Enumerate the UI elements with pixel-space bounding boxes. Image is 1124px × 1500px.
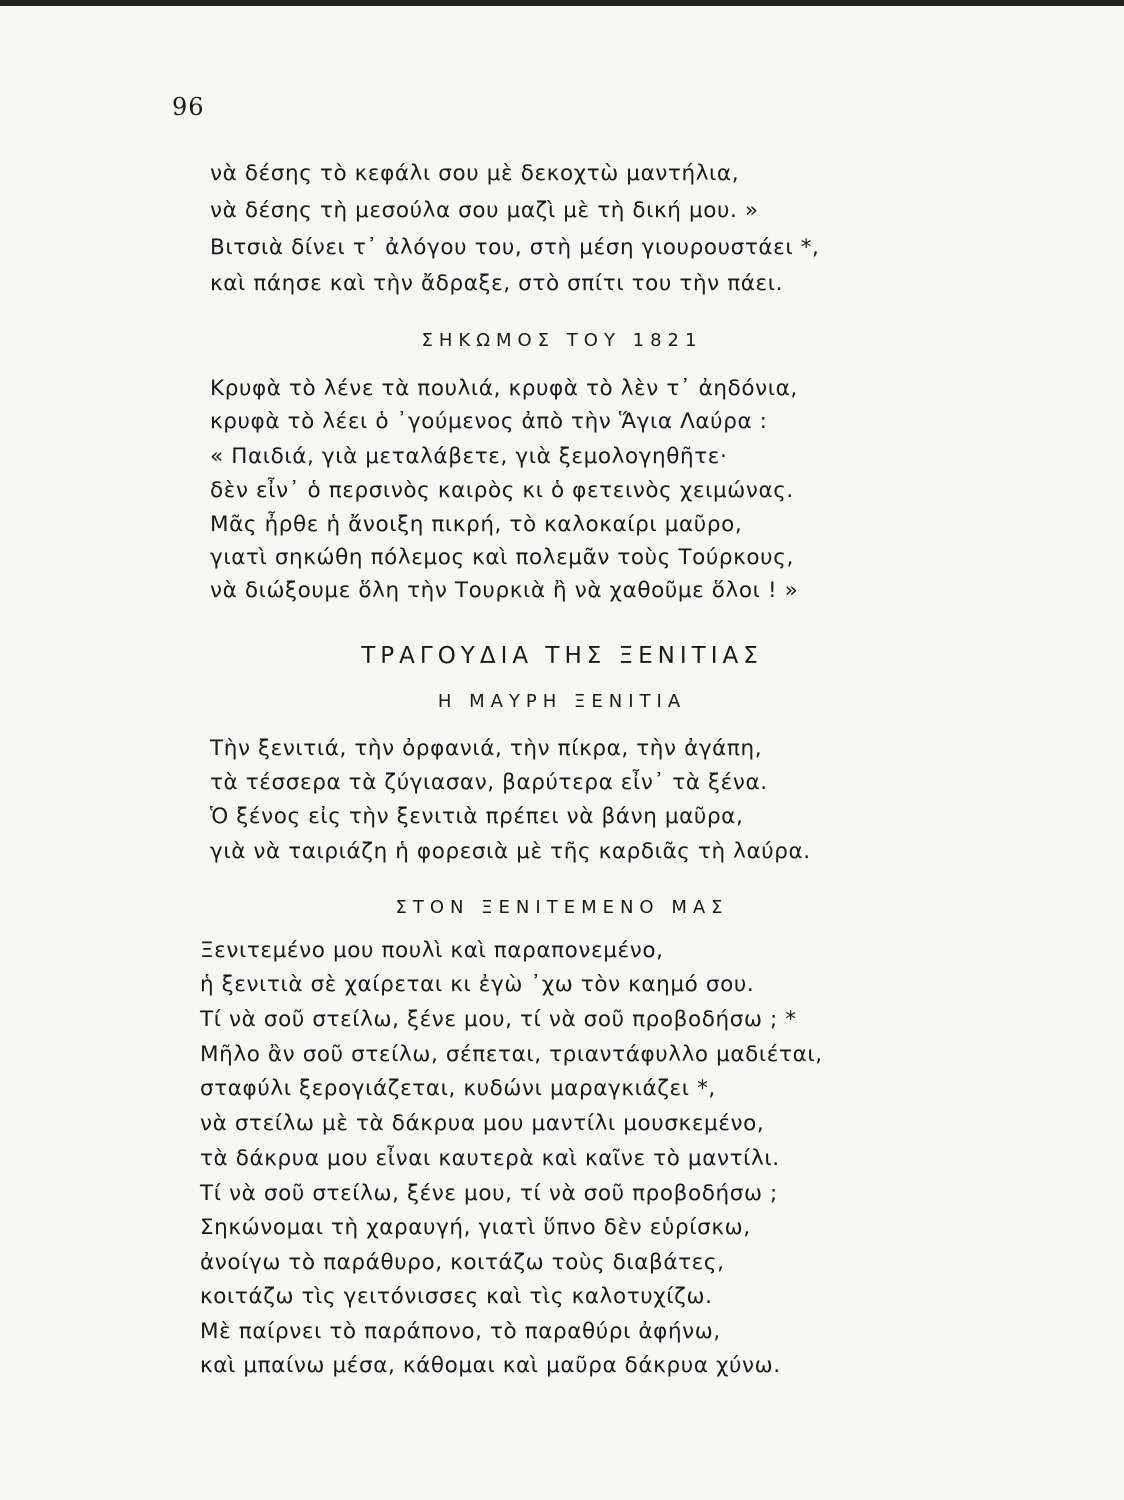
poem4-line: κοιτάζω τὶς γειτόνισσες καὶ τὶς καλοτυχίζω.: [200, 1284, 713, 1309]
poem3-line: Ὁ ξένος εἰς τὴν ξενιτιὰ πρέπει νὰ βάνη μαῦρα,: [210, 804, 744, 829]
poem4-line: σταφύλι ξερογιάζεται, κυδώνι μαραγκιάζει *,: [200, 1076, 716, 1101]
page-number: 96: [172, 93, 205, 121]
poem4-line: τὰ δάκρυα μου εἶναι καυτερὰ καὶ καῖνε τὸ μαντίλι.: [200, 1146, 780, 1171]
section-title: ΤΡΑΓΟΥΔΙΑ ΤΗΣ ΞΕΝΙΤΙΑΣ: [361, 643, 763, 669]
poem4-line: ἡ ξενιτιὰ σὲ χαίρεται κι ἐγὼ ᾽χω τὸν καημό σου.: [200, 972, 755, 997]
poem3-title: Η ΜΑΥΡΗ ΞΕΝΙΤΙΑ: [437, 691, 687, 712]
poem4-line: Μῆλο ἂν σοῦ στείλω, σέπεται, τριαντάφυλλο μαδιέται,: [200, 1042, 823, 1067]
poem2-line: Κρυφὰ τὸ λένε τὰ πουλιά, κρυφὰ τὸ λὲν τ᾽ ἀηδόνια,: [210, 376, 798, 401]
poem4-line: Ξενιτεμένο μου πουλὶ καὶ παραπονεμένο,: [200, 938, 664, 963]
poem2-title: ΣΗΚΩΜΟΣ ΤΟΥ 1821: [421, 330, 703, 351]
poem1-line: καὶ πάησε καὶ τὴν ἄδραξε, στὸ σπίτι του τὴν πάει.: [210, 271, 784, 296]
poem3-line: τὰ τέσσερα τὰ ζύγιασαν, βαρύτερα εἶν᾽ τὰ ξένα.: [210, 770, 768, 795]
poem4-line: Σηκώνομαι τὴ χαραυγή, γιατὶ ὕπνο δὲν εὑρίσκω,: [200, 1215, 751, 1240]
poem4-line: νὰ στείλω μὲ τὰ δάκρυα μου μαντίλι μουσκεμένο,: [200, 1111, 765, 1136]
poem1-line: νὰ δέσης τὴ μεσούλα σου μαζὶ μὲ τὴ δική μου. »: [210, 198, 759, 223]
poem2-line: γιατὶ σηκώθη πόλεμος καὶ πολεμᾶν τοὺς Τούρκους,: [210, 545, 794, 570]
poem4-title: ΣΤΟΝ ΞΕΝΙΤΕΜΕΝΟ ΜΑΣ: [395, 897, 729, 918]
poem4-line: Τί νὰ σοῦ στείλω, ξένε μου, τί νὰ σοῦ προβοδήσω ; *: [200, 1007, 797, 1032]
poem2-line: δὲν εἶν᾽ ὁ περσινὸς καιρὸς κι ὁ φετεινὸς χειμώνας.: [210, 478, 794, 503]
poem2-line: « Παιδιά, γιὰ μεταλάβετε, γιὰ ξεμολογηθῆτε·: [210, 444, 728, 469]
poem4-line: ἀνοίγω τὸ παράθυρο, κοιτάζω τοὺς διαβάτες,: [200, 1250, 725, 1275]
poem4-line: Μὲ παίρνει τὸ παράπονο, τὸ παραθύρι ἀφήνω,: [200, 1319, 721, 1344]
poem4-line: Τί νὰ σοῦ στείλω, ξένε μου, τί νὰ σοῦ προβοδήσω ;: [200, 1181, 778, 1206]
poem2-line: Μᾶς ἦρθε ἡ ἄνοιξη πικρή, τὸ καλοκαίρι μαῦρο,: [210, 512, 743, 537]
poem1-line: νὰ δέσης τὸ κεφάλι σου μὲ δεκοχτὼ μαντήλια,: [210, 161, 740, 186]
poem4-line: καὶ μπαίνω μέσα, κάθομαι καὶ μαῦρα δάκρυα χύνω.: [200, 1353, 781, 1378]
poem3-line: Τὴν ξενιτιά, τὴν ὀρφανιά, τὴν πίκρα, τὴν ἀγάπη,: [210, 736, 763, 761]
poem2-line: κρυφὰ τὸ λέει ὁ ᾽γούμενος ἀπὸ τὴν Ἅγια Λαύρα :: [210, 409, 768, 434]
poem1-line: Βιτσιὰ δίνει τ᾽ ἀλόγου του, στὴ μέση γιουρουστάει *,: [210, 235, 820, 260]
poem3-line: γιὰ νὰ ταιριάζη ἡ φορεσιὰ μὲ τῆς καρδιᾶς τὴ λαύρα.: [210, 839, 811, 864]
page-top-edge: [0, 0, 1124, 6]
poem2-line: νὰ διώξουμε ὅλη τὴν Τουρκιὰ ἢ νὰ χαθοῦμε ὅλοι ! »: [210, 578, 799, 603]
